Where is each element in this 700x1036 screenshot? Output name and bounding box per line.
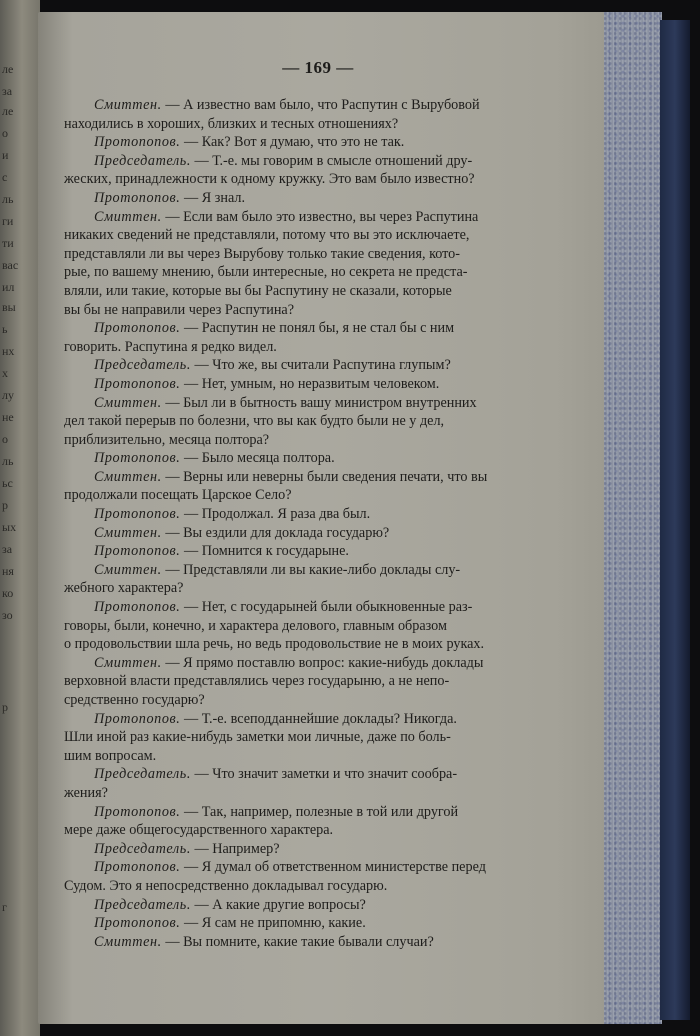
line-text: — Я знал. — [180, 189, 245, 206]
line-text: — Вы помните, какие такие бывали случаи? — [161, 933, 434, 950]
left-page-text-fragment: ил — [2, 280, 15, 294]
text-line — [64, 301, 574, 320]
line-text: мере даже общегосударственного характера. — [64, 822, 334, 839]
line-text: вляли, или такие, которые вы бы Распутину не сказали, которые — [64, 282, 452, 299]
speaker-name: Протопопов. — [94, 134, 181, 151]
speaker-name: Протопопов. — [94, 803, 181, 820]
left-page-text-fragment: ги — [2, 214, 14, 228]
line-text: — Верны или неверны были сведения печати, что вы — [161, 468, 488, 485]
line-text: — Например? — [190, 840, 280, 857]
text-line — [64, 598, 574, 617]
speaker-name: Протопопов. — [94, 915, 181, 932]
text-line — [64, 691, 574, 710]
speaker-name: Смиттен. — [94, 468, 162, 485]
text-line — [64, 245, 574, 264]
speaker-name: Смиттен. — [94, 524, 162, 541]
transcript-text — [64, 96, 574, 951]
text-line — [64, 840, 574, 859]
left-page-text-fragment: ь — [2, 322, 8, 336]
text-line — [64, 226, 574, 245]
line-text: говоры, были, конечно, и характера делового, главным образом — [64, 617, 447, 634]
speaker-name: Смиттен. — [94, 394, 162, 411]
text-line — [64, 858, 574, 877]
text-line — [64, 189, 574, 208]
speaker-name: Протопопов. — [94, 710, 181, 727]
text-line — [64, 524, 574, 543]
line-text: — Т.-е. мы говорим в смысле отношений дру- — [190, 152, 473, 169]
text-line — [64, 505, 574, 524]
left-page-edge — [0, 0, 40, 1036]
line-text: Шли иной раз какие-нибудь заметки мои личные, даже по боль- — [64, 729, 451, 746]
line-text: жеских, принадлежности к одному кружку. Это вам было известно? — [64, 171, 475, 188]
speaker-name: Протопопов. — [94, 189, 181, 206]
speaker-name: Протопопов. — [94, 543, 181, 560]
left-page-text-fragment: лу — [2, 388, 14, 402]
text-line — [64, 152, 574, 171]
speaker-name: Председатель. — [94, 152, 191, 169]
text-line — [64, 803, 574, 822]
line-text: — Что значит заметки и что значит сообра- — [190, 766, 458, 783]
line-text: — Я сам не припомню, какие. — [180, 915, 366, 932]
speaker-name: Протопопов. — [94, 859, 181, 876]
text-line — [64, 728, 574, 747]
left-page-text-fragment: о — [2, 126, 8, 140]
text-line — [64, 449, 574, 468]
line-text: — Нет, умным, но неразвитым человеком. — [180, 375, 440, 392]
line-text: — А какие другие вопросы? — [190, 896, 366, 913]
text-line — [64, 635, 574, 654]
text-line — [64, 319, 574, 338]
line-text: рые, по вашему мнению, были интересные, но секрета не предста- — [64, 264, 468, 281]
left-page-text-fragment: и — [2, 148, 9, 162]
text-line — [64, 96, 574, 115]
left-page-text-fragment: г — [2, 900, 7, 914]
line-text: — Как? Вот я думаю, что это не так. — [180, 134, 405, 151]
left-page-text-fragment: ль — [2, 192, 14, 206]
line-text: — Распутин не понял бы, я не стал бы с ним — [180, 320, 455, 337]
text-line — [64, 208, 574, 227]
speaker-name: Председатель. — [94, 766, 191, 783]
line-text: вы бы не направили через Распутина? — [64, 301, 295, 318]
line-text: — А известно вам было, что Распутин с Вырубовой — [161, 97, 480, 113]
text-line — [64, 468, 574, 487]
line-text: верховной власти представлялись через государыню, а не непо- — [64, 673, 450, 690]
text-line — [64, 170, 574, 189]
text-line — [64, 375, 574, 394]
left-page-text-fragment: ых — [2, 520, 17, 534]
speaker-name: Протопопов. — [94, 599, 181, 616]
line-text: — Было месяца полтора. — [180, 450, 335, 467]
page-number: — 169 — — [282, 58, 354, 77]
line-text: — Т.-е. всеподданнейшие доклады? Никогда. — [180, 710, 457, 727]
line-text: — Я прямо поставлю вопрос: какие-нибудь доклады — [161, 654, 484, 671]
speaker-name: Протопопов. — [94, 320, 181, 337]
left-page-text-fragment: нх — [2, 344, 15, 358]
left-page-text-fragment: ле — [2, 62, 14, 76]
text-line — [64, 710, 574, 729]
text-line — [64, 542, 574, 561]
line-text: никаких сведений не представляли, потому что вы это исключаете, — [64, 227, 470, 244]
book-page — [38, 12, 612, 1024]
text-line — [64, 115, 574, 134]
line-text: — Продолжал. Я раза два был. — [180, 506, 371, 523]
text-line — [64, 765, 574, 784]
left-page-text-fragment: вы — [2, 300, 16, 314]
text-line — [64, 561, 574, 580]
left-page-text-fragment: ня — [2, 564, 14, 578]
speaker-name: Председатель. — [94, 896, 191, 913]
text-line — [64, 431, 574, 450]
line-text: — Нет, с государыней были обыкновенные раз- — [180, 599, 473, 616]
text-line — [64, 933, 574, 952]
line-text: говорить. Распутина я редко видел. — [64, 338, 277, 355]
line-text: находились в хороших, близких и тесных отношениях? — [64, 115, 399, 132]
line-text: — Что же, вы считали Распутина глупым? — [190, 357, 451, 374]
text-line — [64, 747, 574, 766]
line-text: Судом. Это я непосредственно докладывал государю. — [64, 877, 388, 894]
page-stack-edge — [604, 12, 662, 1024]
text-line — [64, 654, 574, 673]
line-text: продолжали посещать Царское Село? — [64, 487, 292, 504]
left-page-text-fragment: р — [2, 700, 8, 714]
left-page-text-fragment: ти — [2, 236, 14, 250]
speaker-name: Смиттен. — [94, 654, 162, 671]
text-line — [64, 617, 574, 636]
left-page-text-fragment: р — [2, 498, 8, 512]
left-page-text-fragment: ль — [2, 454, 14, 468]
text-line — [64, 412, 574, 431]
left-page-text-fragment: зо — [2, 608, 13, 622]
line-text: — Помнится к государыне. — [180, 543, 349, 560]
line-text: средственно государю? — [64, 692, 205, 708]
text-line — [64, 914, 574, 933]
text-line — [64, 672, 574, 691]
speaker-name: Протопопов. — [94, 506, 181, 523]
left-page-text-fragment: о — [2, 432, 8, 446]
line-text: жения? — [64, 784, 108, 801]
line-text: о продовольствии шла речь, но ведь продовольствие не в моих руках. — [64, 636, 485, 653]
speaker-name: Смиттен. — [94, 933, 162, 950]
line-text: дел такой перерыв по болезни, что вы как будто были не у дел, — [64, 413, 445, 430]
left-page-text-fragment: с — [2, 170, 8, 184]
book-cover — [660, 20, 690, 1020]
line-text: представляли ли вы через Вырубову только такие сведения, кото- — [64, 245, 460, 262]
text-line — [64, 486, 574, 505]
left-page-text-fragment: за — [2, 542, 13, 556]
speaker-name: Смиттен. — [94, 561, 162, 578]
line-text: — Если вам было это известно, вы через Распутина — [161, 208, 479, 225]
line-text: — Представляли ли вы какие-либо доклады слу- — [161, 561, 461, 578]
text-line — [64, 338, 574, 357]
speaker-name: Смиттен. — [94, 208, 162, 225]
text-line — [64, 282, 574, 301]
left-page-text-fragment: вас — [2, 258, 19, 272]
text-line — [64, 877, 574, 896]
speaker-name: Председатель. — [94, 357, 191, 374]
text-line — [64, 896, 574, 915]
line-text: — Был ли в бытность вашу министром внутренних — [161, 394, 477, 411]
speaker-name: Протопопов. — [94, 450, 181, 467]
left-page-text-fragment: х — [2, 366, 8, 380]
left-page-text-fragment: ко — [2, 586, 14, 600]
text-line — [64, 356, 574, 375]
text-line — [64, 821, 574, 840]
text-line — [64, 579, 574, 598]
text-line — [64, 133, 574, 152]
line-text: шим вопросам. — [64, 747, 157, 764]
left-page-text-fragment: ле — [2, 104, 14, 118]
line-text: — Вы ездили для доклада государю? — [161, 524, 390, 541]
line-text: приблизительно, месяца полтора? — [64, 431, 270, 448]
text-line — [64, 784, 574, 803]
line-text: — Так, например, полезные в той или другой — [180, 803, 459, 820]
text-line — [64, 394, 574, 413]
left-page-text-fragment: ьс — [2, 476, 13, 490]
speaker-name: Председатель. — [94, 840, 191, 857]
line-text: жебного характера? — [64, 580, 184, 597]
speaker-name: Протопопов. — [94, 375, 181, 392]
text-line — [64, 263, 574, 282]
speaker-name: Смиттен. — [94, 97, 162, 113]
line-text: — Я думал об ответственном министерстве перед — [180, 859, 486, 876]
left-page-text-fragment: за — [2, 84, 13, 98]
left-page-text-fragment: не — [2, 410, 14, 424]
